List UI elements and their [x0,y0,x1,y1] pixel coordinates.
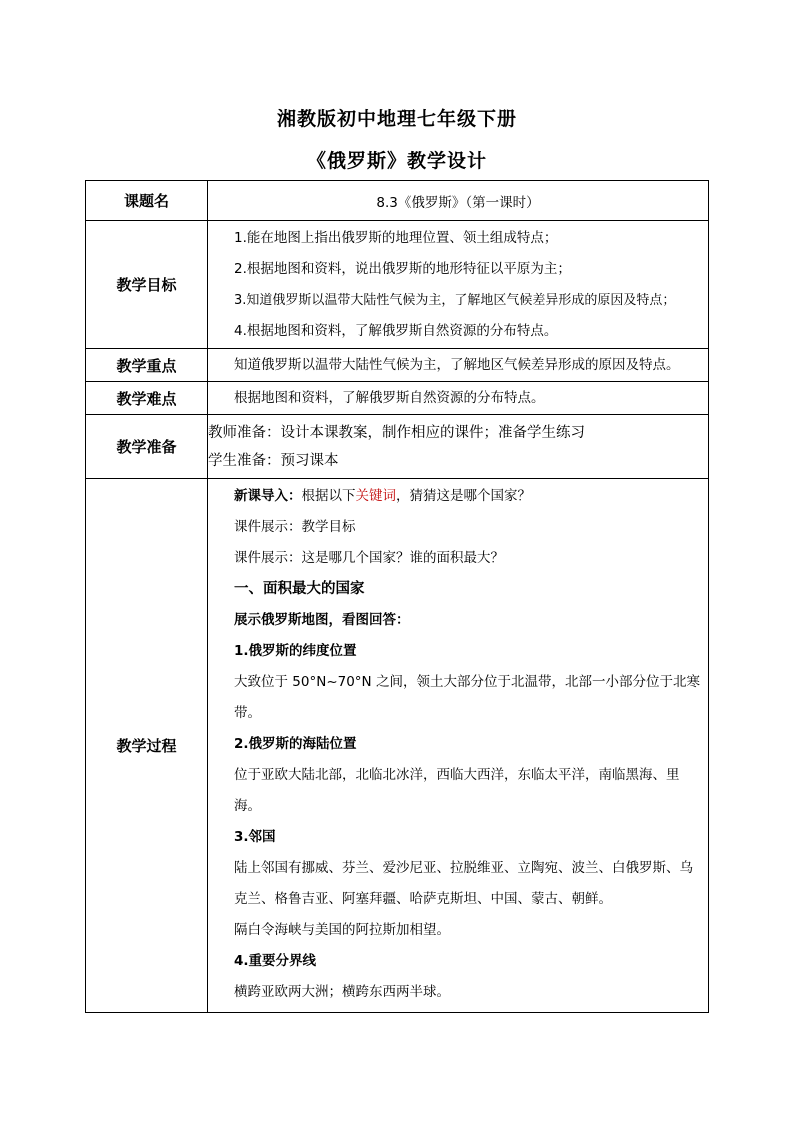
row-goals [86,221,709,349]
section-heading: 一、面积最大的国家 [234,581,365,597]
document-subtitle: 《俄罗斯》教学设计 [306,150,487,172]
topic-value: 8.3《俄罗斯》（第一课时） [208,181,709,221]
key-point-label: 教学重点 [86,349,208,382]
neighbors-text: 陆上邻国有挪威、芬兰、爱沙尼亚、拉脱维亚、立陶宛、波兰、白俄罗斯、乌克兰、格鲁吉亚、阿塞拜疆、哈萨克斯坦、中国、蒙古、朝鲜。 [234,860,693,907]
student-preparation: 学生准备：预习课本 [208,452,339,469]
row-process [86,479,709,1013]
intro-line [208,481,708,512]
subsection-title-latitude: 1.俄罗斯的纬度位置 [234,643,357,659]
bering-strait-text: 隔白令海峡与美国的阿拉斯加相望。 [234,922,450,938]
difficulty-label: 教学难点 [86,382,208,415]
courseware-show-1: 课件展示：教学目标 [234,519,356,535]
row-preparation [86,415,709,479]
latitude-text: 大致位于 50°N~70°N 之间，领土大部分位于北温带，北部一小部分位于北寒带。 [234,674,700,721]
courseware-show-2: 课件展示：这是哪几个国家？谁的面积最大？ [234,550,504,566]
intro-keyword: 关键词 [355,488,396,504]
process-label: 教学过程 [86,479,208,1013]
intro-text-1: 根据以下 [301,488,356,504]
goal-item: 2.根据地图和资料，说出俄罗斯的地形特征以平原为主； [234,260,571,277]
lesson-plan-table [85,180,709,1013]
goals-label: 教学目标 [86,221,208,349]
preparation-content [208,415,709,479]
intro-text-2: ，猜猜这是哪个国家？ [396,488,531,504]
subsection-title-boundary: 4.重要分界线 [234,953,317,969]
key-point-content [208,349,709,382]
boundary-text: 横跨亚欧两大洲；横跨东西两半球。 [234,984,450,1000]
topic-label: 课题名 [86,181,208,221]
goal-item: 1.能在地图上指出俄罗斯的地理位置、领土组成特点； [234,229,558,246]
row-key-point [86,349,709,382]
teacher-preparation: 教师准备：设计本课教案，制作相应的课件；准备学生练习 [208,424,585,441]
row-difficulty [86,382,709,415]
process-content [208,479,709,1013]
row-topic [86,181,709,221]
subsection-title-neighbors: 3.邻国 [234,829,276,845]
preparation-label: 教学准备 [86,415,208,479]
document-title: 湘教版初中地理七年级下册 [276,108,517,130]
subsection-title-sea-land: 2.俄罗斯的海陆位置 [234,736,357,752]
sea-land-text: 位于亚欧大陆北部，北临北冰洋，西临大西洋，东临太平洋，南临黑海、里海。 [234,767,680,814]
key-point-text: 知道俄罗斯以温带大陆性气候为主，了解地区气候差异形成的原因及特点。 [234,356,680,373]
goal-item: 3.知道俄罗斯以温带大陆性气候为主，了解地区气候差异形成的原因及特点； [234,292,676,308]
difficulty-text: 根据地图和资料，了解俄罗斯自然资源的分布特点。 [234,389,545,406]
map-prompt: 展示俄罗斯地图，看图回答： [234,612,410,628]
difficulty-content [208,382,709,415]
intro-prefix: 新课导入： [234,488,302,504]
goal-item: 4.根据地图和资料，了解俄罗斯自然资源的分布特点。 [234,322,558,339]
goals-content [208,221,709,349]
